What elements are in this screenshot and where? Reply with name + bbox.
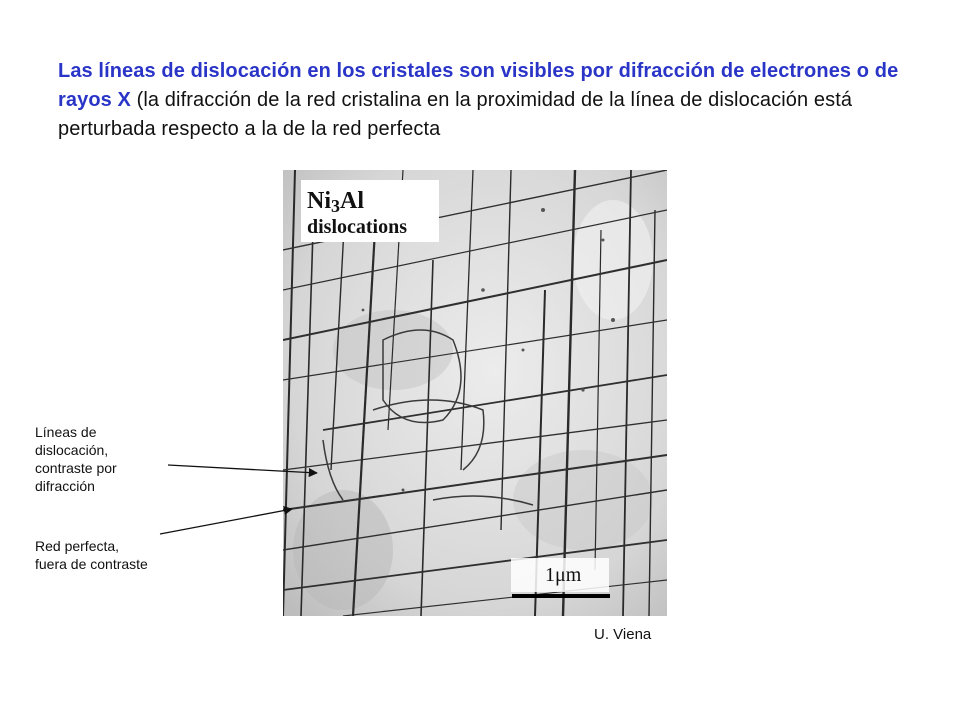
annotation-line: difracción [35, 478, 95, 494]
scale-label: 1μm [545, 564, 582, 586]
annotation-line: Líneas de [35, 424, 97, 440]
label-ni3al: Ni3Al [307, 188, 364, 216]
heading-bold: Las líneas de dislocación en los cristales son visibles por difracción de electrones o de rayos X [58, 60, 899, 111]
heading-normal: (la difracción de la red cristalina en la proximidad de la línea de dislocación está perturbada respecto a la de la red perfecta [58, 89, 853, 140]
label-dislocations: dislocations [307, 216, 408, 238]
annotation-line: contraste por [35, 460, 117, 476]
image-credit: U. Viena [594, 626, 652, 643]
annotation-line: fuera de contraste [35, 556, 148, 572]
arrow-dislocation [168, 465, 317, 473]
arrow-perfect-lattice [160, 509, 292, 534]
annotation-line: Red perfecta, [35, 538, 120, 554]
annotation-line: dislocación, [35, 442, 109, 458]
